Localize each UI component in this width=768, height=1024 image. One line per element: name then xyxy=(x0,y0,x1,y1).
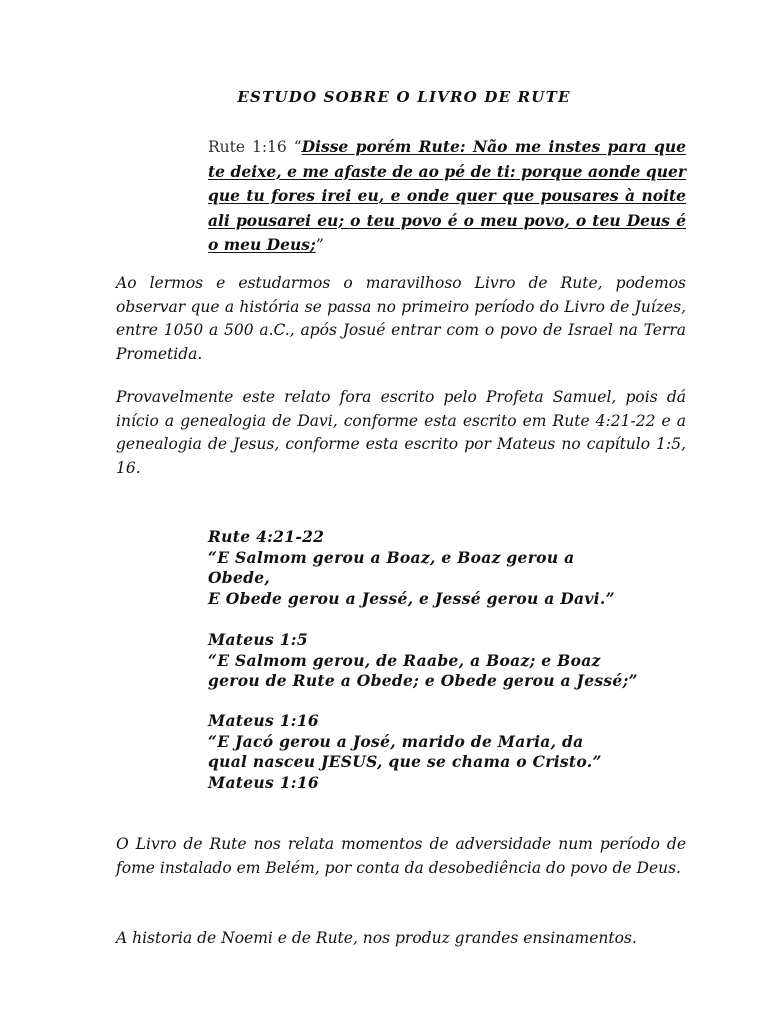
citation-line: “E Salmom gerou, de Raabe, a Boaz; e Boaz xyxy=(208,650,601,670)
paragraph-adversity: O Livro de Rute nos relata momentos de adversidade num período de fome instalado em Belém, por conta da desobediência do povo de Deus. xyxy=(116,835,686,877)
epigraph-text: Disse porém Rute: Não me instes para que te deixe, e me afaste de ao pé de ti: porque aonde quer que tu fores irei eu, e onde quer que pousares à noite ali pousarei eu; o teu povo é o meu povo, o teu Deus é o meu Deus; xyxy=(208,137,687,254)
citation-line: Mateus 1:16 xyxy=(208,772,319,792)
citation-line: Obede, xyxy=(208,568,271,587)
citation-line: “E Jacó gerou a José, marido de Maria, da xyxy=(208,731,584,751)
citation-line: E Obede gerou a Jessé, e Jessé gerou a Davi.” xyxy=(208,588,615,608)
citation-line: Mateus 1:16 xyxy=(208,711,319,730)
paragraph-authorship: Provavelmente este relato fora escrito pelo Profeta Samuel, pois dá início a genealogia de Davi, conforme esta escrito em Rute 4:21-22 e a genealogia de Jesus, conforme esta escrito por Mateus no capítulo 1:5, 16. xyxy=(116,388,686,477)
citation-mateus-1-16 xyxy=(208,711,668,793)
epigraph-reference: Rute 1:16 “ xyxy=(208,138,302,156)
epigraph-closing: ” xyxy=(315,236,324,254)
citation-line: qual nasceu JESUS, que se chama o Cristo.” xyxy=(208,752,602,771)
citation-line: Mateus 1:5 xyxy=(208,630,308,649)
epigraph-verse xyxy=(208,135,686,258)
citation-rute-4-21-22 xyxy=(208,527,668,609)
citation-line: gerou de Rute a Obede; e Obede gerou a Jessé;” xyxy=(208,671,638,690)
paragraph-lessons: A historia de Noemi e de Rute, nos produz grandes ensinamentos. xyxy=(116,929,637,947)
citation-line: Rute 4:21-22 xyxy=(208,527,325,546)
citation-mateus-1-5 xyxy=(208,630,668,692)
citation-line: “E Salmom gerou a Boaz, e Boaz gerou a xyxy=(208,547,575,567)
document-title: ESTUDO SOBRE O LIVRO DE RUTE xyxy=(237,88,571,106)
paragraph-intro: Ao lermos e estudarmos o maravilhoso Livro de Rute, podemos observar que a história se passa no primeiro período do Livro de Juízes, entre 1050 a 500 a.C., após Josué entrar com o povo de Israel na Terra Prometida. xyxy=(116,274,686,363)
